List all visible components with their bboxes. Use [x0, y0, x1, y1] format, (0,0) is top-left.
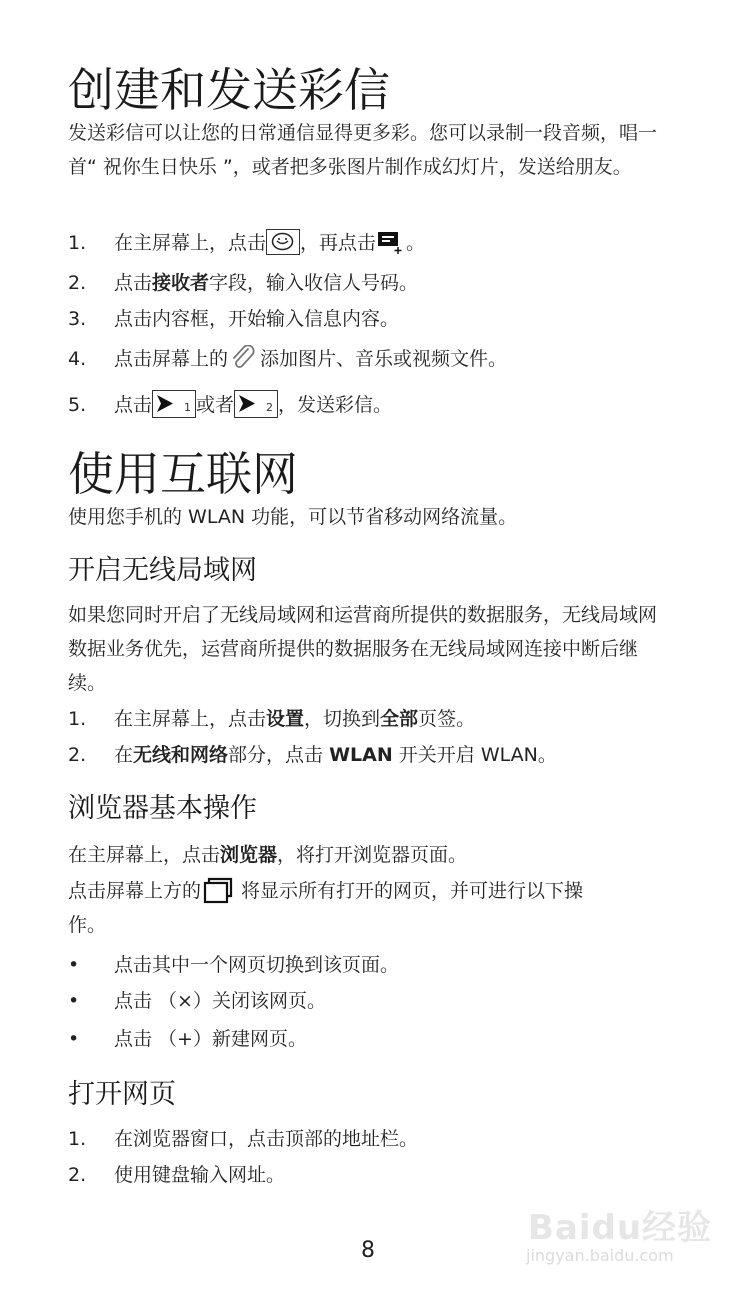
step-number: 3.	[68, 308, 87, 330]
bold-text: 浏览器	[220, 844, 278, 866]
bullet: •	[68, 954, 80, 976]
step-text: 点击屏幕上的	[114, 348, 229, 370]
step-text: 页签。	[418, 708, 476, 730]
step-text: 添加图片、音乐或视频文件。	[260, 348, 508, 370]
step-number: 1.	[68, 708, 87, 730]
wlan-step-2	[114, 738, 557, 772]
step-text: 点击	[114, 272, 153, 294]
step-text: 点击	[114, 394, 153, 416]
paperclip-icon	[228, 345, 260, 371]
baidu-watermark	[520, 1192, 720, 1278]
tabs-window-icon	[201, 876, 235, 904]
step-text: ，切换到	[304, 708, 381, 730]
step-number: 2.	[68, 744, 87, 766]
step-bold-text: 接收者	[152, 272, 210, 294]
watermark-url: jingyan.baidu.com	[526, 1246, 674, 1265]
step-bold-text: 全部	[380, 708, 419, 730]
step-number: 5.	[68, 394, 87, 416]
browser-line-1	[68, 838, 467, 872]
step-bold-text: WLAN	[329, 744, 393, 766]
browser-line-2	[68, 874, 583, 908]
step-text: 字段，输入收信人号码。	[209, 272, 419, 294]
wlan-step-1	[114, 702, 475, 736]
bullet: •	[68, 990, 80, 1012]
section-title-internet: 使用互联网	[68, 447, 298, 501]
page-number: 8	[361, 1238, 375, 1263]
open-page-step-2: 使用键盘输入网址。	[114, 1164, 286, 1186]
new-message-icon	[376, 229, 406, 255]
messaging-app-icon	[266, 229, 300, 255]
svg-text:2: 2	[266, 400, 274, 414]
subsection-title-open-page: 打开网页	[68, 1079, 176, 1110]
step-number: 4.	[68, 348, 87, 370]
step-number: 1.	[68, 232, 87, 254]
step-text: ，发送彩信。	[278, 394, 393, 416]
mms-step-5	[114, 388, 392, 422]
step-text: 部分，点击	[228, 744, 330, 766]
subsection-title-wlan: 开启无线局域网	[68, 555, 257, 586]
step-number: 2.	[68, 272, 87, 294]
text: 将显示所有打开的网页，并可进行以下操	[235, 880, 584, 902]
mms-step-2	[114, 266, 418, 300]
section-title-mms: 创建和发送彩信	[68, 63, 390, 117]
text: 在主屏幕上，点击	[68, 844, 221, 866]
browser-bullet-1: 点击其中一个网页切换到该页面。	[114, 954, 400, 976]
step-text: 。	[406, 232, 426, 254]
send-sim1-icon	[152, 390, 196, 418]
step-text: ，再点击	[300, 232, 377, 254]
step-text: 或者	[196, 394, 235, 416]
mms-step-3	[114, 302, 399, 336]
subsection-title-browser: 浏览器基本操作	[68, 793, 257, 824]
send-sim2-icon	[234, 390, 278, 418]
step-text: 点击内容框，开始输入信息内容。	[114, 308, 400, 330]
step-number: 1.	[68, 1128, 87, 1150]
wlan-paragraph: 如果您同时开启了无线局域网和运营商所提供的数据服务，无线局域网数据业务优先，运营商所提供的数据服务在无线局域网连接中断后继续。	[68, 604, 658, 694]
browser-bullet-2: 点击 （×）关闭该网页。	[114, 990, 326, 1012]
step-bold-text: 无线和网络	[133, 744, 229, 766]
mms-step-4	[114, 342, 507, 376]
internet-intro: 使用您手机的 WLAN 功能，可以节省移动网络流量。	[68, 506, 518, 528]
bullet: •	[68, 1028, 80, 1050]
mms-step-1	[114, 226, 425, 260]
step-text: 在主屏幕上，点击	[114, 232, 267, 254]
open-page-step-1: 在浏览器窗口，点击顶部的地址栏。	[114, 1128, 419, 1150]
browser-bullet-3: 点击 （+）新建网页。	[114, 1028, 307, 1050]
browser-line-3: 作。	[68, 914, 107, 936]
step-text: 开关开启 WLAN。	[392, 744, 557, 766]
step-text: 在主屏幕上，点击	[114, 708, 267, 730]
step-bold-text: 设置	[266, 708, 305, 730]
svg-text:1: 1	[184, 400, 192, 414]
watermark-logo: Baidu经验	[528, 1208, 713, 1248]
text: 点击屏幕上方的	[68, 880, 202, 902]
text: ，将打开浏览器页面。	[277, 844, 468, 866]
step-number: 2.	[68, 1164, 87, 1186]
mms-intro: 发送彩信可以让您的日常通信显得更多彩。您可以录制一段音频，唱一首“ 祝你生日快乐 ”，或者把多张图片制作成幻灯片，发送给朋友。	[68, 122, 658, 178]
step-text: 在	[114, 744, 134, 766]
